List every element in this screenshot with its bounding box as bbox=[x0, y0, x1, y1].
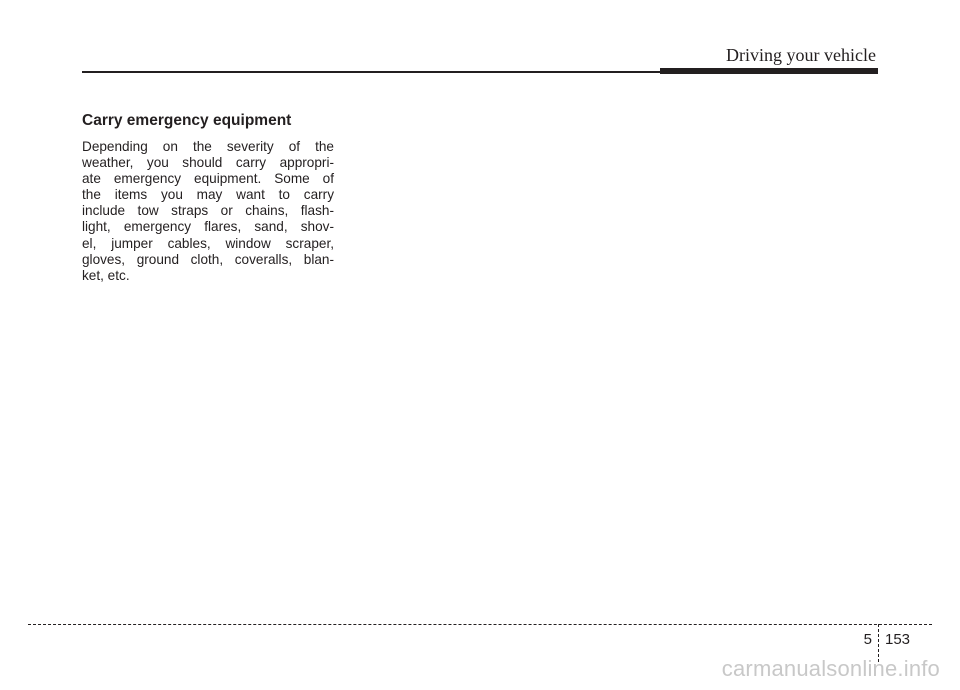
body-line: the items you may want to carry bbox=[82, 187, 334, 203]
body-line: Depending on the severity of the bbox=[82, 139, 334, 154]
body-line: ket, etc. bbox=[82, 267, 130, 283]
header-rule bbox=[82, 71, 660, 73]
section-body bbox=[82, 139, 334, 284]
page-header-title: Driving your vehicle bbox=[726, 45, 876, 65]
body-line: el, jumper cables, window scraper, bbox=[82, 235, 334, 251]
page-number: 153 bbox=[885, 631, 911, 648]
header-rule-accent bbox=[660, 68, 878, 74]
emergency-equipment-section bbox=[82, 112, 334, 284]
body-line: weather, you should carry appropri- bbox=[82, 155, 334, 171]
footer-rule bbox=[28, 624, 932, 625]
section-heading: Carry emergency equipment bbox=[82, 112, 292, 129]
body-line: light, emergency flares, sand, shov- bbox=[82, 219, 334, 235]
watermark: carmanualsonline.info bbox=[721, 656, 940, 681]
chapter-number: 5 bbox=[863, 631, 872, 648]
body-line: include tow straps or chains, flash- bbox=[82, 203, 334, 219]
body-line: ate emergency equipment. Some of bbox=[82, 171, 334, 187]
body-line: gloves, ground cloth, coveralls, blan- bbox=[82, 251, 334, 267]
